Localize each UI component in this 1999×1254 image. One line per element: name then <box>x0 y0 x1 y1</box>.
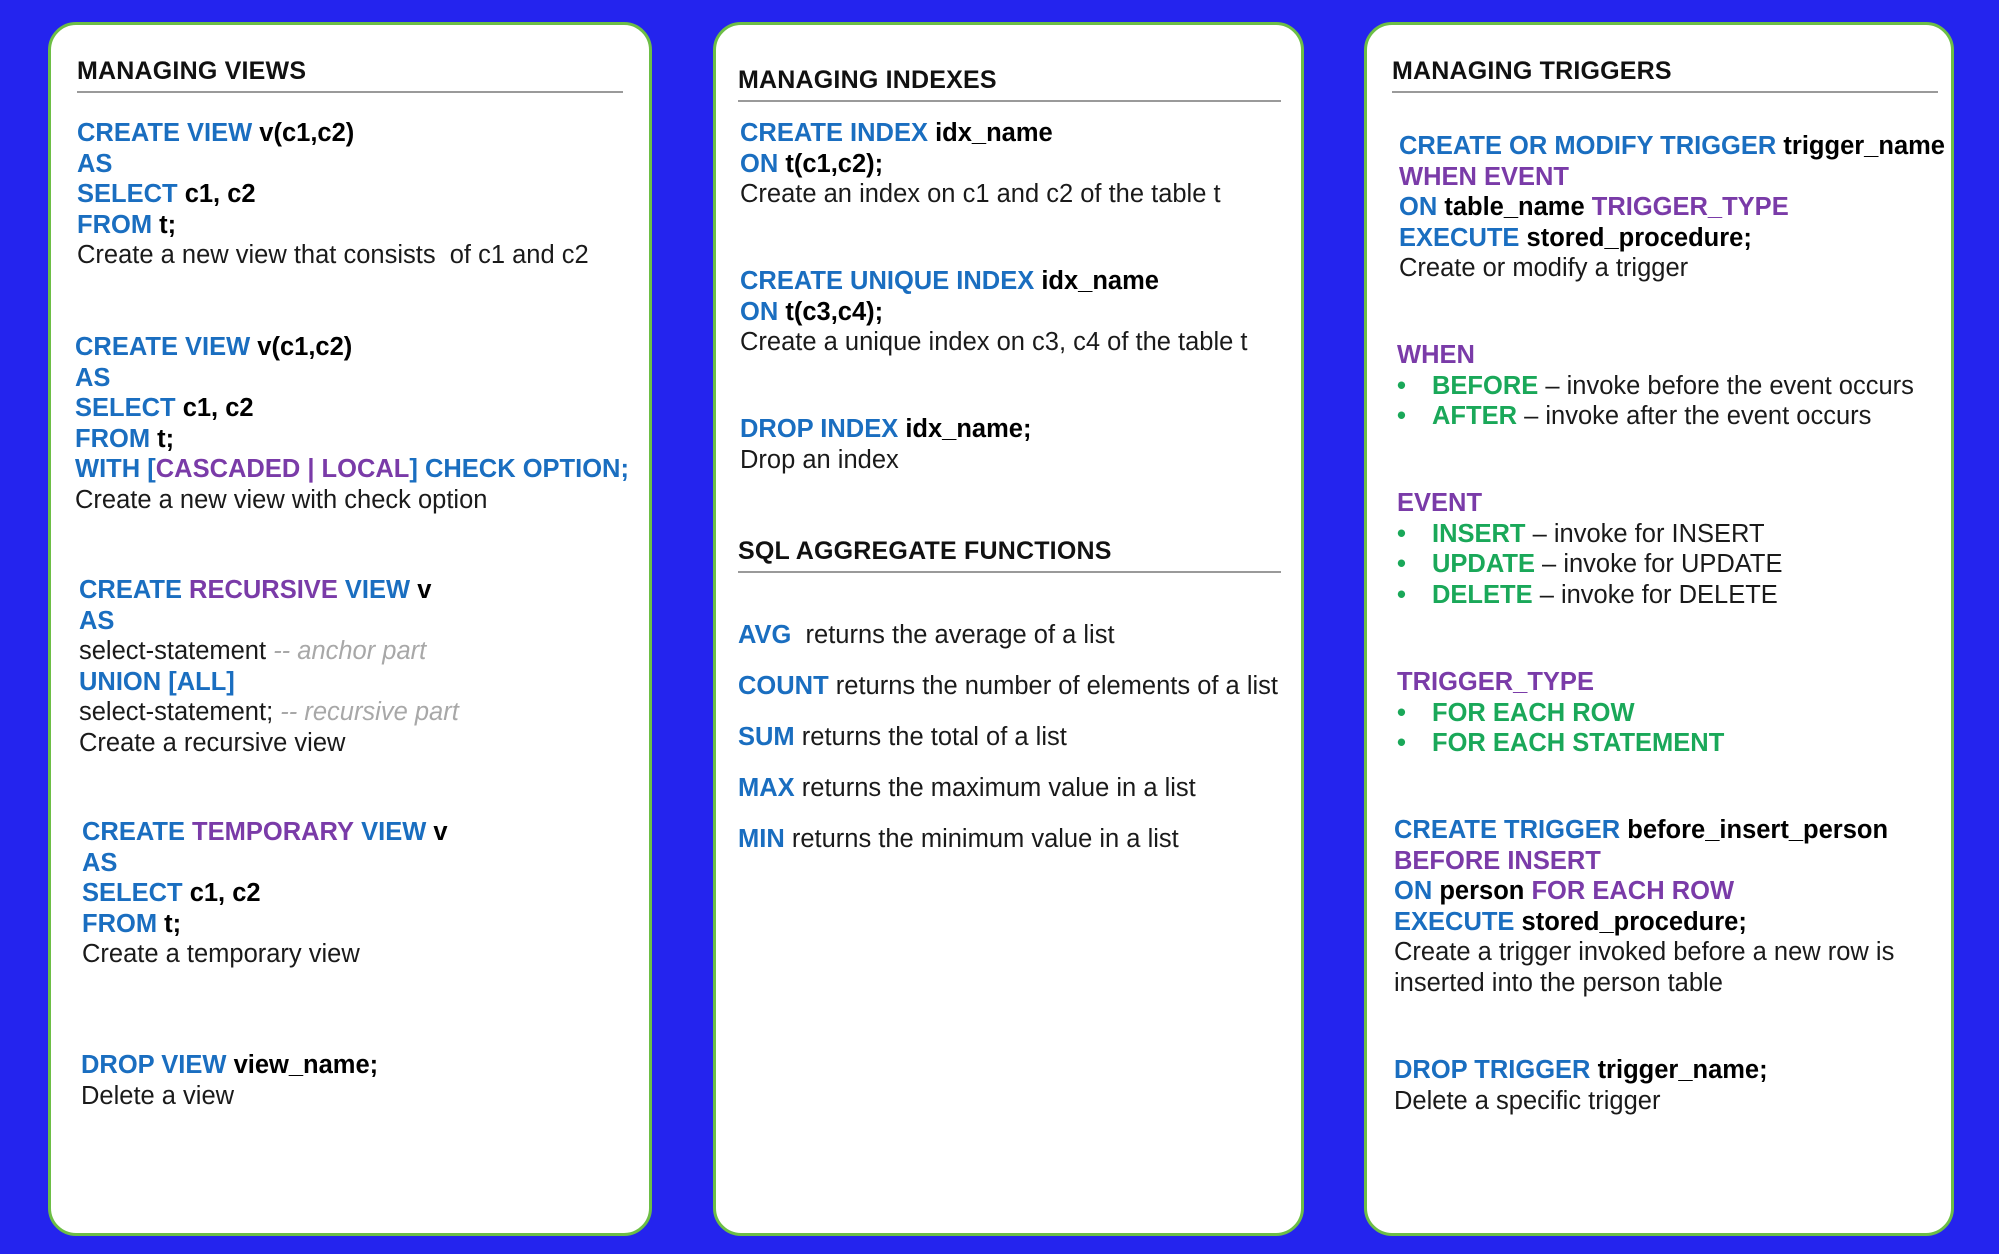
create-index-description: Create an index on c1 and c2 of the table t <box>740 180 1221 209</box>
unique-index-target: t(c3,c4); <box>785 297 884 326</box>
list-item <box>1397 580 1783 611</box>
trigger-name: trigger_name <box>1783 132 1945 160</box>
fn-avg: AVG <box>738 621 792 649</box>
drop-trigger-name: trigger_name; <box>1597 1056 1768 1084</box>
from-table: t; <box>159 210 177 239</box>
insert-description: – invoke for INSERT <box>1532 519 1765 548</box>
kw-create: CREATE <box>79 576 182 604</box>
bullet-icon: • <box>1397 371 1406 400</box>
recursive-statement: select-statement; <box>79 698 274 727</box>
kw-execute: EXECUTE <box>1399 223 1520 252</box>
kw-from: FROM <box>75 424 151 453</box>
fn-min: MIN <box>738 825 785 853</box>
kw-execute: EXECUTE <box>1394 907 1515 936</box>
kw-create-index: CREATE INDEX <box>740 119 928 147</box>
drop-trigger-description: Delete a specific trigger <box>1394 1086 1661 1115</box>
indexes-heading: MANAGING INDEXES <box>738 66 1281 102</box>
view-name: v <box>417 576 432 604</box>
kw-before: BEFORE <box>1432 371 1539 400</box>
list-item <box>738 610 1278 661</box>
view-name: v <box>433 818 448 846</box>
list-item <box>738 814 1278 865</box>
kw-check-option: ] CHECK OPTION; <box>409 455 629 484</box>
recursive-view-block <box>79 575 459 759</box>
fn-count: COUNT <box>738 672 829 700</box>
kw-create-view: CREATE VIEW <box>77 119 253 147</box>
kw-for-each-statement: FOR EACH STATEMENT <box>1432 729 1725 758</box>
views-heading: MANAGING VIEWS <box>77 57 623 93</box>
drop-index-name: idx_name; <box>905 415 1032 443</box>
create-index-block <box>740 118 1221 210</box>
kw-insert: INSERT <box>1432 519 1526 548</box>
kw-from: FROM <box>82 909 158 938</box>
list-item <box>1397 728 1724 759</box>
triggers-card <box>1364 22 1954 1236</box>
kw-as: AS <box>79 606 115 635</box>
from-table: t; <box>157 424 175 453</box>
kw-on: ON <box>1399 193 1438 222</box>
create-view-block <box>77 118 589 271</box>
drop-index-block <box>740 414 1031 475</box>
kw-on: ON <box>1394 877 1433 906</box>
when-block <box>1397 340 1914 432</box>
kw-recursive: RECURSIVE <box>189 576 338 604</box>
index-target: t(c1,c2); <box>785 149 884 178</box>
create-view-description: Create a new view that consists of c1 and c2 <box>77 241 589 270</box>
trigger-type-block <box>1397 667 1724 759</box>
recursive-view-description: Create a recursive view <box>79 728 346 757</box>
kw-as: AS <box>77 149 113 178</box>
stored-procedure: stored_procedure; <box>1526 223 1752 252</box>
delete-description: – invoke for DELETE <box>1539 580 1778 609</box>
list-item <box>738 763 1278 814</box>
kw-delete: DELETE <box>1432 580 1533 609</box>
example-description-line2: inserted into the person table <box>1394 968 1723 997</box>
trigger-syntax-block <box>1399 131 1945 284</box>
trigger-example-block <box>1394 815 1894 999</box>
drop-view-name: view_name; <box>233 1051 379 1079</box>
kw-drop-index: DROP INDEX <box>740 415 899 443</box>
kw-after: AFTER <box>1432 402 1517 431</box>
before-description: – invoke before the event occurs <box>1545 371 1914 400</box>
list-item <box>1397 519 1783 550</box>
event-heading: EVENT <box>1397 489 1483 517</box>
fn-max-description: returns the maximum value in a list <box>801 774 1196 802</box>
kw-when-event: WHEN EVENT <box>1399 162 1570 191</box>
bullet-icon: • <box>1397 698 1406 727</box>
fn-avg-description: returns the average of a list <box>798 621 1115 649</box>
check-option-block <box>75 332 629 516</box>
fn-count-description: returns the number of elements of a list <box>835 672 1278 700</box>
kw-for-each-row: FOR EACH ROW <box>1432 698 1635 727</box>
after-description: – invoke after the event occurs <box>1524 402 1872 431</box>
event-block <box>1397 488 1783 610</box>
fn-max: MAX <box>738 774 795 802</box>
table-name: table_name <box>1444 193 1585 222</box>
when-heading: WHEN <box>1397 341 1475 369</box>
trigger-syntax-description: Create or modify a trigger <box>1399 254 1689 283</box>
kw-on: ON <box>740 149 779 178</box>
temporary-view-description: Create a temporary view <box>82 940 360 969</box>
kw-with: WITH [ <box>75 455 156 484</box>
temporary-view-block <box>82 817 448 970</box>
kw-view: VIEW <box>361 818 427 846</box>
kw-drop-view: DROP VIEW <box>81 1051 227 1079</box>
kw-create-view: CREATE VIEW <box>75 333 251 361</box>
view-name: v(c1,c2) <box>259 119 355 147</box>
trigger-type-heading: TRIGGER_TYPE <box>1397 668 1594 696</box>
list-item <box>1397 549 1783 580</box>
aggregate-functions-list <box>738 610 1278 865</box>
kw-as: AS <box>75 363 111 392</box>
kw-drop-trigger: DROP TRIGGER <box>1394 1056 1591 1084</box>
stored-procedure: stored_procedure; <box>1521 907 1747 936</box>
kw-create-or-modify-trigger: CREATE OR MODIFY TRIGGER <box>1399 132 1777 160</box>
unique-index-name: idx_name <box>1041 267 1159 295</box>
from-table: t; <box>164 909 182 938</box>
kw-view: VIEW <box>344 576 411 604</box>
select-columns: c1, c2 <box>182 394 254 423</box>
list-item <box>1397 371 1914 402</box>
kw-create: CREATE <box>82 818 185 846</box>
create-unique-index-block <box>740 266 1248 358</box>
example-trigger-name: before_insert_person <box>1627 816 1889 844</box>
check-option-description: Create a new view with check option <box>75 485 488 514</box>
kw-before-insert: BEFORE INSERT <box>1394 846 1601 875</box>
select-columns: c1, c2 <box>184 180 256 209</box>
kw-on: ON <box>740 297 779 326</box>
view-name: v(c1,c2) <box>257 333 353 361</box>
kw-temporary: TEMPORARY <box>192 818 355 846</box>
bullet-icon: • <box>1397 519 1406 548</box>
kw-create-trigger: CREATE TRIGGER <box>1394 816 1621 844</box>
drop-trigger-block <box>1394 1055 1768 1116</box>
fn-sum-description: returns the total of a list <box>801 723 1067 751</box>
update-description: – invoke for UPDATE <box>1542 550 1783 579</box>
views-card <box>48 22 652 1236</box>
list-item <box>738 712 1278 763</box>
triggers-heading: MANAGING TRIGGERS <box>1392 57 1938 93</box>
example-description-line1: Create a trigger invoked before a new row is <box>1394 938 1895 967</box>
kw-trigger-type: TRIGGER_TYPE <box>1591 193 1789 222</box>
anchor-comment: -- anchor part <box>273 637 427 666</box>
fn-sum: SUM <box>738 723 795 751</box>
kw-create-unique-index: CREATE UNIQUE INDEX <box>740 267 1035 295</box>
drop-index-description: Drop an index <box>740 445 899 474</box>
list-item <box>1397 401 1914 432</box>
list-item <box>1397 698 1724 729</box>
example-table: person <box>1439 877 1525 906</box>
kw-union-all: UNION [ALL] <box>79 667 235 696</box>
select-columns: c1, c2 <box>189 879 261 908</box>
kw-cascaded-local: CASCADED | LOCAL <box>155 455 410 484</box>
recursive-comment: -- recursive part <box>280 698 459 727</box>
kw-select: SELECT <box>77 180 178 209</box>
bullet-icon: • <box>1397 402 1406 431</box>
anchor-statement: select-statement <box>79 637 267 666</box>
kw-as: AS <box>82 848 118 877</box>
list-item <box>738 661 1278 712</box>
bullet-icon: • <box>1397 729 1406 758</box>
kw-from: FROM <box>77 210 153 239</box>
kw-for-each-row: FOR EACH ROW <box>1531 877 1735 906</box>
drop-view-description: Delete a view <box>81 1081 235 1110</box>
indexes-card <box>713 22 1304 1236</box>
kw-update: UPDATE <box>1432 550 1535 579</box>
drop-view-block <box>81 1050 378 1111</box>
fn-min-description: returns the minimum value in a list <box>791 825 1179 853</box>
bullet-icon: • <box>1397 550 1406 579</box>
kw-select: SELECT <box>82 879 183 908</box>
kw-select: SELECT <box>75 394 176 423</box>
create-unique-index-description: Create a unique index on c3, c4 of the table t <box>740 328 1248 357</box>
aggregates-heading: SQL AGGREGATE FUNCTIONS <box>738 537 1281 573</box>
bullet-icon: • <box>1397 580 1406 609</box>
index-name: idx_name <box>935 119 1053 147</box>
